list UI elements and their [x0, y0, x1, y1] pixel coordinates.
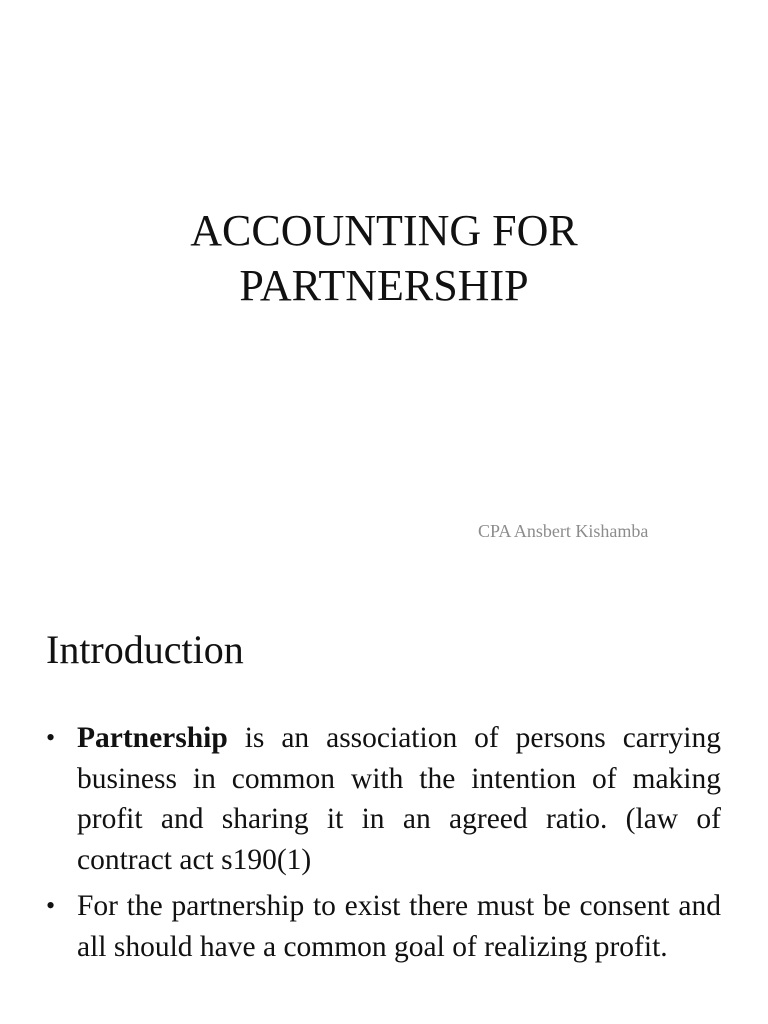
bullet-text: For the partnership to exist there must be consent and all should have a common goal of realizing profit. [77, 890, 721, 963]
author-name: CPA Ansbert Kishamba [478, 521, 649, 541]
bullet-text: is an association of persons carrying business in common with the intention of making profit and sharing it in an agreed ratio. (law of contract act s190(1) [77, 722, 721, 876]
bullet-item-partnership-definition [46, 718, 721, 880]
section-heading: Introduction [46, 627, 244, 672]
bullet-item-partnership-consent [46, 886, 721, 967]
title-line-2: PARTNERSHIP [239, 261, 529, 310]
bullet-list [46, 718, 721, 973]
bullet-icon: • [46, 891, 56, 920]
slide-title [0, 203, 768, 313]
bullet-icon: • [46, 723, 56, 752]
bold-term: Partnership [77, 722, 228, 754]
title-line-1: ACCOUNTING FOR [190, 206, 578, 255]
